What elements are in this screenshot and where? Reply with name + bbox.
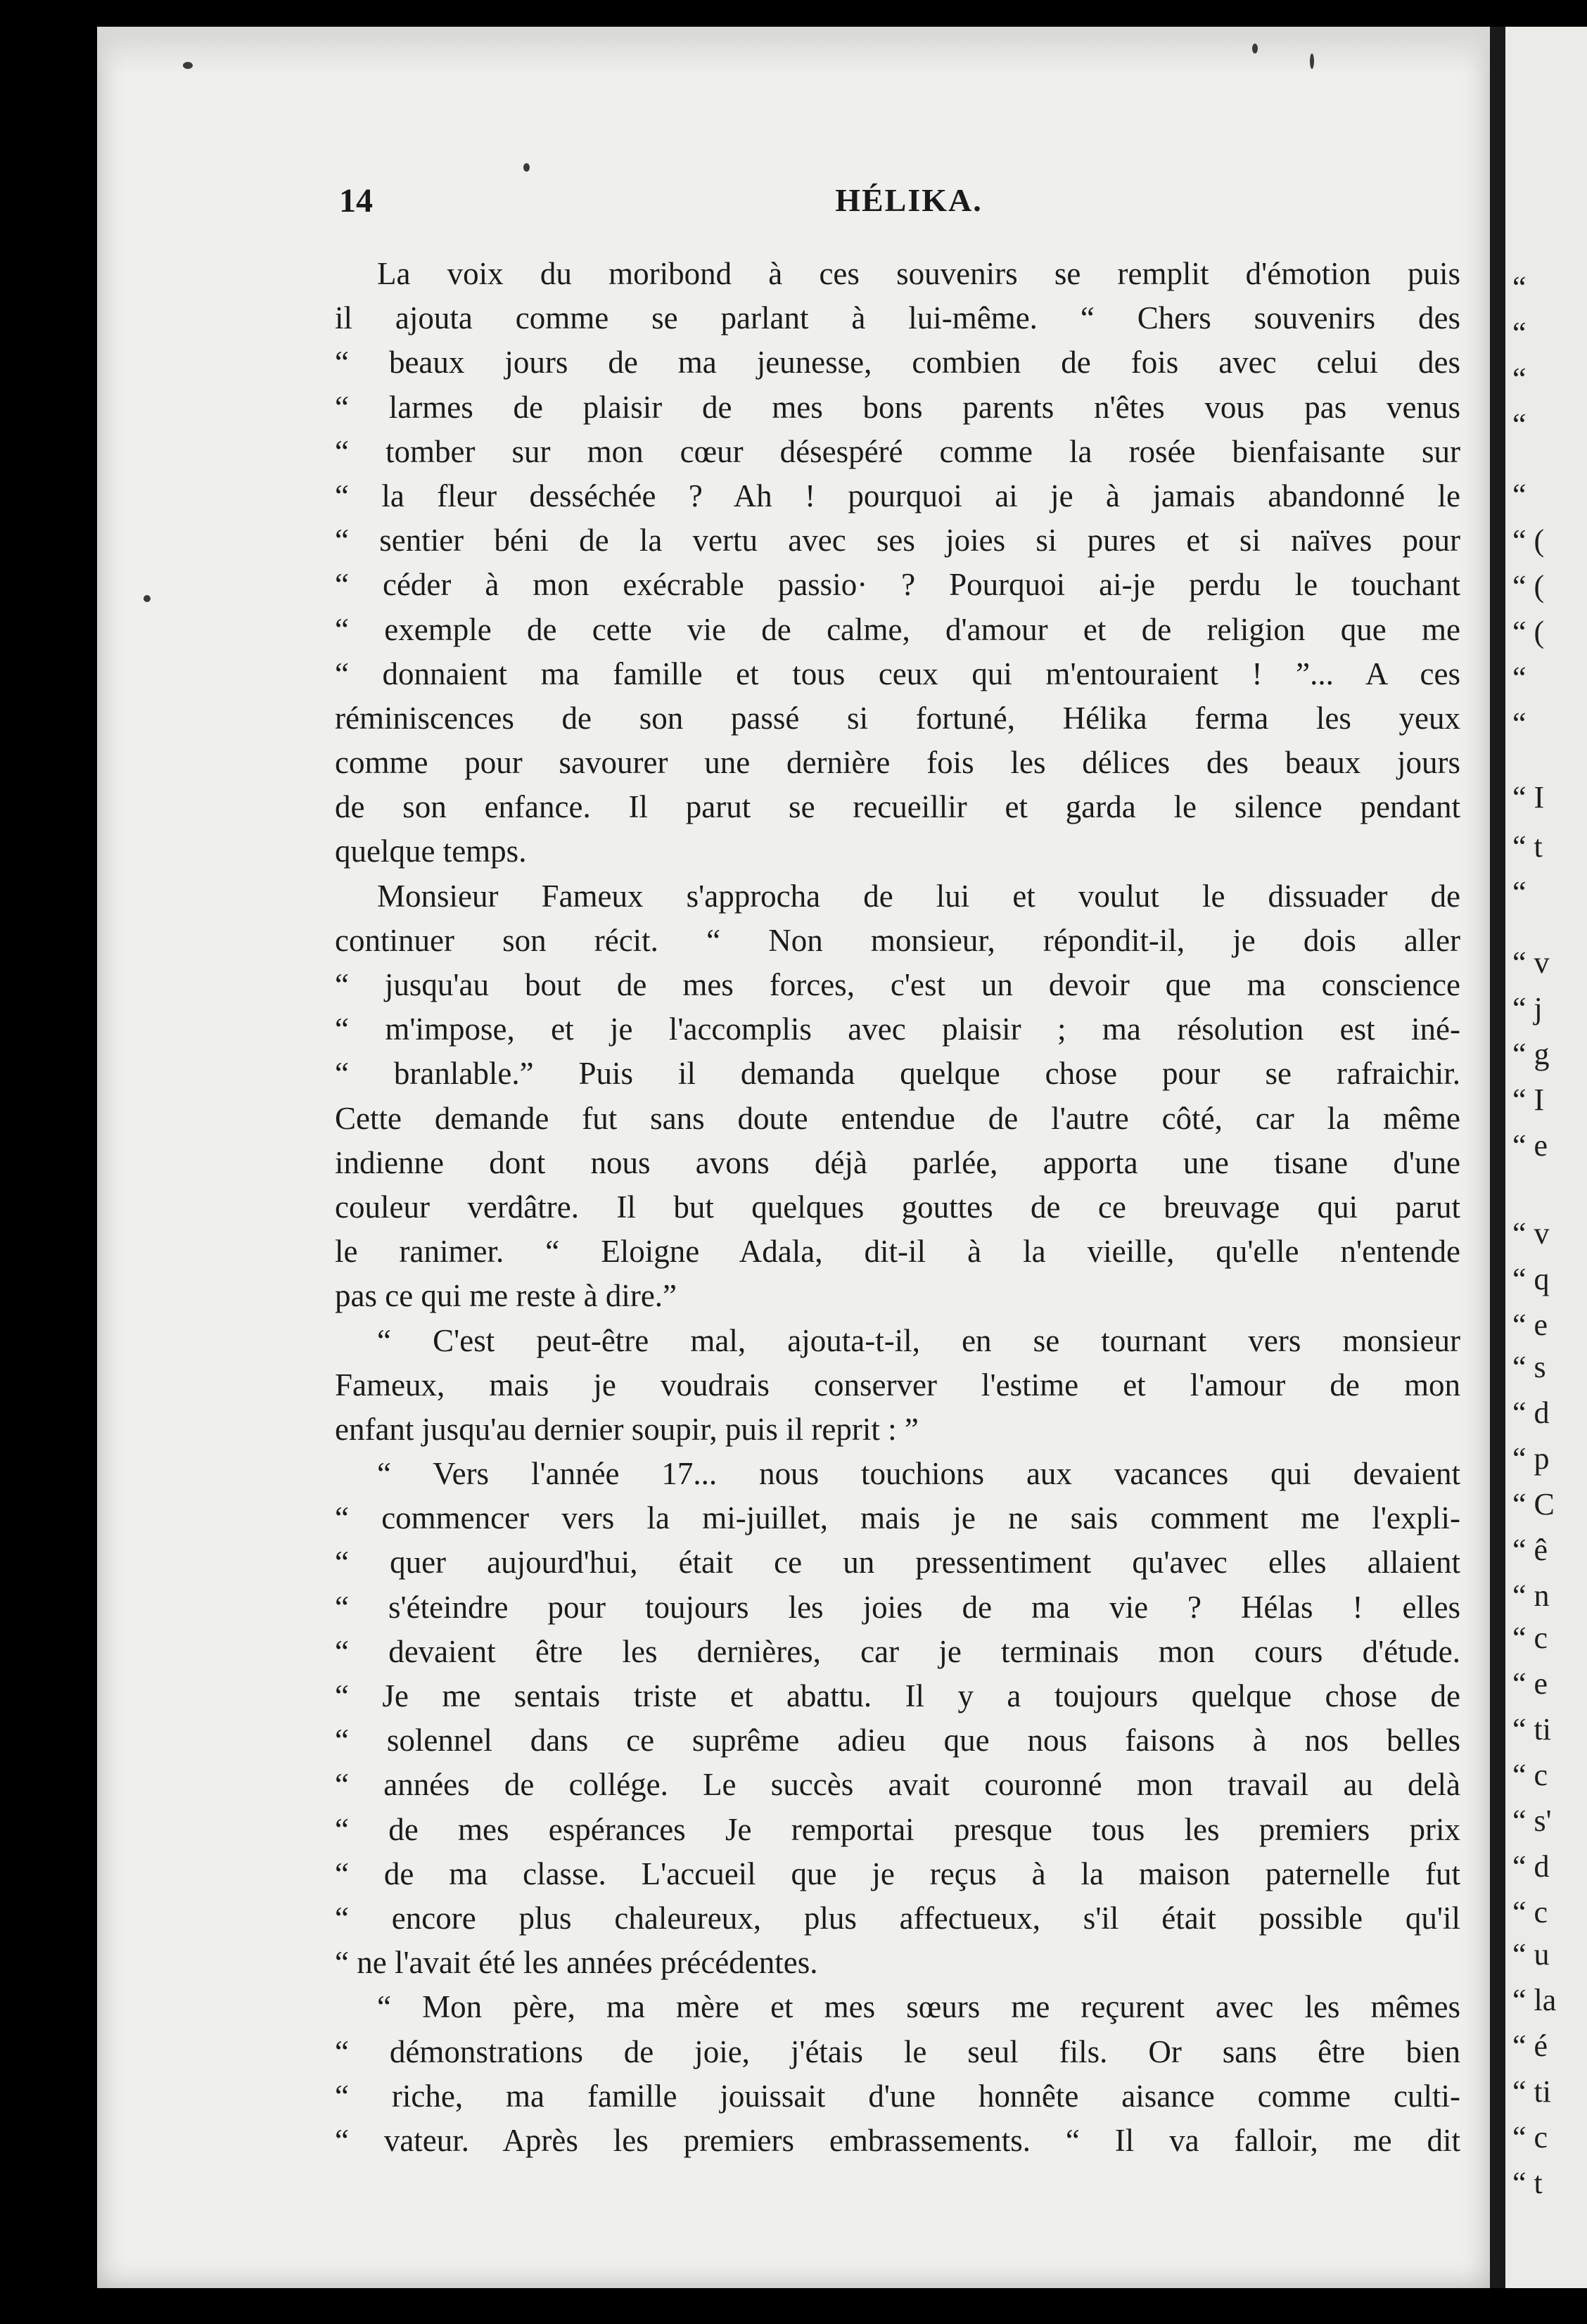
facing-page-fragment: “ s — [1512, 1350, 1546, 1384]
text-line: “ C'est peut-être mal, ajouta-t-il, en se tournant vers monsieur — [377, 1322, 1460, 1358]
text-line: “ Mon père, ma mère et mes sœurs me reçurent avec les mêmes — [377, 1989, 1460, 2025]
facing-page-fragment: “ g — [1512, 1037, 1550, 1071]
text-line: “ la fleur desséchée ? Ah ! pourquoi ai je à jamais abandonné le — [335, 478, 1460, 513]
running-title: HÉLIKA. — [835, 182, 983, 218]
text-line: “ vateur. Après les premiers embrassements. “ Il va falloir, me dit — [335, 2122, 1460, 2158]
text-line: “ larmes de plaisir de mes bons parents n'êtes vous pas venus — [335, 389, 1460, 425]
text-line: “ de ma classe. L'accueil que je reçus à la maison paternelle fut — [335, 1856, 1460, 1891]
facing-page-fragment: “ la — [1512, 1983, 1557, 2017]
facing-page-fragment: “ ( — [1512, 523, 1545, 558]
text-line: “ ne l'avait été les années précédentes. — [335, 1945, 818, 1981]
text-line: comme pour savourer une dernière fois les délices des beaux jours — [335, 745, 1460, 781]
text-line: “ jusqu'au bout de mes forces, c'est un devoir que ma conscience — [335, 967, 1460, 1002]
text-line: “ tomber sur mon cœur désespéré comme la rosée bienfaisante sur — [335, 433, 1460, 469]
text-line: pas ce qui me reste à dire.” — [335, 1278, 677, 1314]
page-top-shading — [97, 27, 1490, 76]
text-line: Monsieur Fameux s'approcha de lui et voulut le dissuader de — [377, 878, 1460, 914]
facing-page-fragment: “ — [1512, 316, 1527, 350]
text-line: “ beaux jours de ma jeunesse, combien de fois avec celui des — [335, 345, 1460, 381]
facing-page-edge — [1505, 27, 1587, 2288]
facing-page-fragment: “ c — [1512, 1621, 1548, 1655]
facing-page-fragment: “ e — [1512, 1308, 1548, 1342]
facing-page-fragment: “ p — [1512, 1441, 1550, 1476]
text-line: “ encore plus chaleureux, plus affectueux, s'il était possible qu'il — [335, 1900, 1460, 1936]
facing-page-fragment: “ ti — [1512, 2074, 1551, 2109]
facing-page-fragment: “ d — [1512, 1849, 1550, 1884]
facing-page-fragment: “ C — [1512, 1487, 1555, 1521]
text-line: “ donnaient ma famille et tous ceux qui m'entouraient ! ”... A ces — [335, 656, 1460, 691]
body-text — [335, 252, 1460, 2163]
facing-page-fragment: “ — [1512, 478, 1527, 512]
text-line: “ Vers l'année 17... nous touchions aux vacances qui devaient — [377, 1456, 1460, 1492]
text-line: indienne dont nous avons déjà parlée, apporta une tisane d'une — [335, 1144, 1460, 1180]
facing-page-fragment: “ s' — [1512, 1803, 1552, 1838]
facing-page-fragment: “ v — [1512, 945, 1550, 980]
text-line: “ céder à mon exécrable passio· ? Pourquoi ai-je perdu le touchant — [335, 567, 1460, 603]
ink-speck — [144, 595, 151, 602]
text-line: La voix du moribond à ces souvenirs se remplit d'émotion puis — [377, 256, 1460, 291]
facing-page-fragment: “ e — [1512, 1128, 1548, 1163]
facing-page-fragment: “ c — [1512, 1895, 1548, 1929]
ink-speck — [183, 62, 193, 69]
text-line: couleur verdâtre. Il but quelques gouttes de ce breuvage qui parut — [335, 1189, 1460, 1225]
ink-speck — [1252, 44, 1258, 53]
facing-page-fragment: “ j — [1512, 991, 1543, 1026]
facing-page-fragment: “ c — [1512, 2120, 1548, 2154]
text-line: “ de mes espérances Je remportai presque tous les premiers prix — [335, 1811, 1460, 1847]
ink-speck — [1310, 53, 1314, 69]
text-line: “ Je me sentais triste et abattu. Il y a toujours quelque chose de — [335, 1678, 1460, 1713]
text-line: de son enfance. Il parut se recueillir et garda le silence pendant — [335, 789, 1460, 825]
text-line: “ branlable.” Puis il demanda quelque chose pour se rafraichir. — [335, 1056, 1460, 1092]
text-line: “ s'éteindre pour toujours les joies de ma vie ? Hélas ! elles — [335, 1589, 1460, 1625]
facing-page-fragment: “ t — [1512, 829, 1543, 864]
text-line: Cette demande fut sans doute entendue de l'autre côté, car la même — [335, 1100, 1460, 1136]
text-line: “ riche, ma famille jouissait d'une honnête aisance comme culti- — [335, 2078, 1460, 2114]
text-line: “ quer aujourd'hui, était ce un pressentiment qu'avec elles allaient — [335, 1545, 1460, 1581]
facing-page-fragment: “ I — [1512, 1083, 1545, 1117]
facing-page-fragment: “ v — [1512, 1216, 1550, 1251]
text-line: “ m'impose, et je l'accomplis avec plaisir ; ma résolution est iné- — [335, 1011, 1460, 1047]
facing-page-fragment: “ q — [1512, 1262, 1550, 1296]
facing-page-fragment: “ — [1512, 270, 1527, 305]
text-line: “ devaient être les dernières, car je terminais mon cours d'étude. — [335, 1633, 1460, 1669]
facing-page-fragment: “ u — [1512, 1937, 1550, 1972]
ink-speck — [523, 163, 530, 172]
facing-page-fragment: “ — [1512, 660, 1527, 695]
facing-page-fragment: “ ( — [1512, 615, 1545, 649]
page-gutter — [1490, 27, 1505, 2288]
page-number: 14 — [339, 182, 373, 219]
facing-page-fragment: “ — [1512, 706, 1527, 741]
text-line: “ années de collége. Le succès avait couronné mon travail au delà — [335, 1767, 1460, 1803]
text-line: “ exemple de cette vie de calme, d'amour et de religion que me — [335, 611, 1460, 647]
text-line: enfant jusqu'au dernier soupir, puis il reprit : ” — [335, 1411, 919, 1447]
facing-page-fragment: “ é — [1512, 2029, 1548, 2063]
facing-page-fragment: “ ê — [1512, 1533, 1548, 1567]
facing-page-fragment: “ e — [1512, 1666, 1548, 1701]
facing-page-fragment: “ ti — [1512, 1712, 1551, 1747]
facing-page-fragment: “ — [1512, 875, 1527, 909]
text-line: le ranimer. “ Eloigne Adala, dit-il à la vieille, qu'elle n'entende — [335, 1234, 1460, 1270]
facing-page-fragment: “ ( — [1512, 569, 1545, 604]
text-line: “ solennel dans ce suprême adieu que nous faisons à nos belles — [335, 1723, 1460, 1758]
text-line: “ démonstrations de joie, j'étais le seul fils. Or sans être bien — [335, 2034, 1460, 2069]
facing-page-fragment: “ t — [1512, 2166, 1543, 2200]
text-line: il ajouta comme se parlant à lui-même. “ Chers souvenirs des — [335, 300, 1460, 336]
facing-page-fragment: “ — [1512, 362, 1527, 396]
text-line: quelque temps. — [335, 834, 527, 869]
text-line: réminiscences de son passé si fortuné, Hélika ferma les yeux — [335, 700, 1460, 736]
facing-page-fragment: “ n — [1512, 1578, 1550, 1613]
text-line: continuer son récit. “ Non monsieur, répondit-il, je dois aller — [335, 922, 1460, 958]
text-line: Fameux, mais je voudrais conserver l'estime et l'amour de mon — [335, 1367, 1460, 1403]
facing-page-fragment: “ d — [1512, 1396, 1550, 1430]
facing-page-fragment: “ — [1512, 407, 1527, 442]
facing-page-fragment: “ c — [1512, 1758, 1548, 1792]
page-header — [339, 181, 1479, 238]
facing-page-fragment: “ I — [1512, 780, 1545, 815]
text-line: “ sentier béni de la vertu avec ses joies si pures et si naïves pour — [335, 523, 1460, 558]
text-line: “ commencer vers la mi-juillet, mais je ne sais comment me l'expli- — [335, 1500, 1460, 1536]
